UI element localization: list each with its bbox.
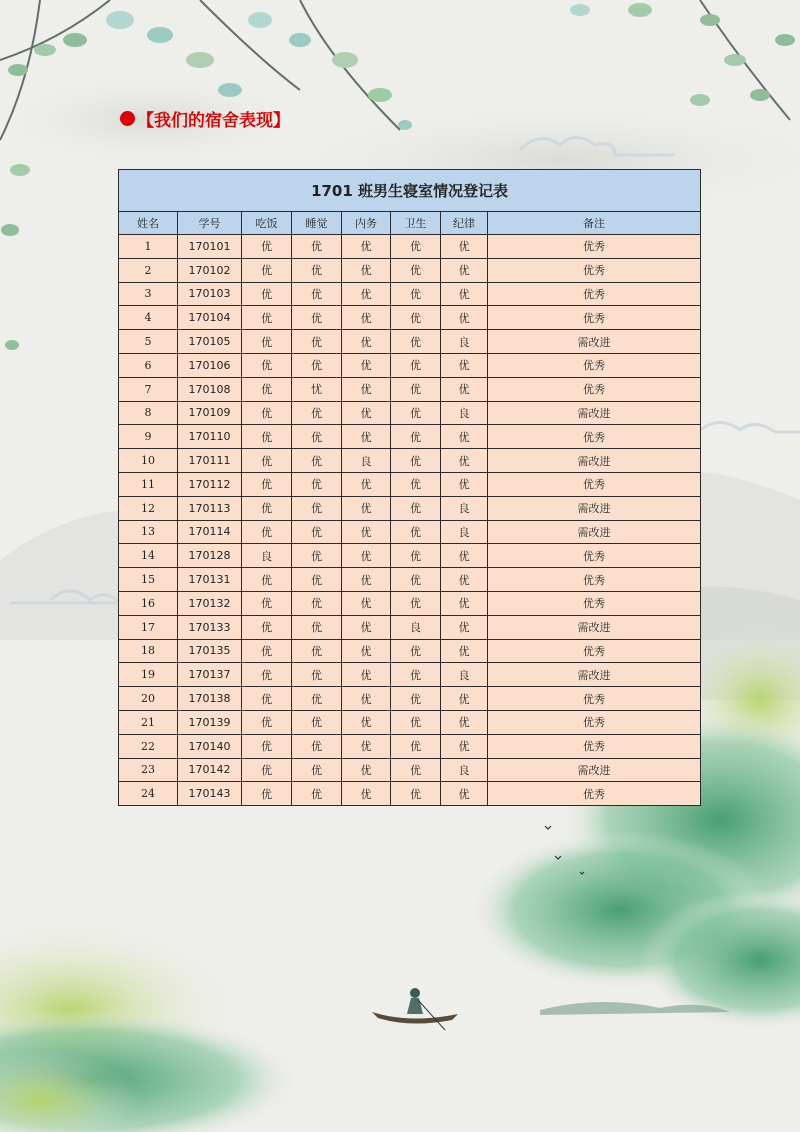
table-cell: 2 (119, 258, 178, 282)
table-cell: 优 (292, 235, 342, 259)
table-cell: 优 (391, 425, 441, 449)
table-cell: 优 (242, 568, 292, 592)
table-cell: 良 (441, 496, 488, 520)
column-header: 卫生 (391, 212, 441, 235)
table-cell: 优 (242, 258, 292, 282)
table-cell: 优 (342, 235, 391, 259)
table-cell: 优 (242, 472, 292, 496)
table-cell: 优 (441, 282, 488, 306)
table-cell: 优 (441, 306, 488, 330)
table-cell: 18 (119, 639, 178, 663)
section-heading-text: 【我们的宿舍表现】 (137, 111, 290, 131)
table-cell: 170132 (178, 591, 242, 615)
table-cell: 需改进 (488, 401, 701, 425)
table-cell: 优秀 (488, 425, 701, 449)
table-cell: 优 (342, 330, 391, 354)
table-cell: 13 (119, 520, 178, 544)
table-cell: 1 (119, 235, 178, 259)
table-cell: 170140 (178, 734, 242, 758)
table-cell: 优 (441, 639, 488, 663)
table-cell: 优秀 (488, 591, 701, 615)
table-cell: 优 (441, 782, 488, 806)
table-cell: 优 (441, 734, 488, 758)
column-header: 纪律 (441, 212, 488, 235)
table-cell: 优 (242, 377, 292, 401)
table-cell: 优秀 (488, 353, 701, 377)
table-cell: 优 (242, 758, 292, 782)
table-cell: 良 (441, 758, 488, 782)
table-cell: 8 (119, 401, 178, 425)
table-cell: 优 (391, 258, 441, 282)
table-cell: 优秀 (488, 306, 701, 330)
table-cell: 24 (119, 782, 178, 806)
table-cell: 优 (342, 782, 391, 806)
table-cell: 优 (391, 663, 441, 687)
table-cell: 优 (242, 591, 292, 615)
table-cell: 优 (391, 235, 441, 259)
table-cell: 良 (242, 544, 292, 568)
boat-icon (372, 988, 458, 1030)
table-header-row (119, 212, 701, 235)
table-cell: 优 (292, 687, 342, 711)
table-cell: 优秀 (488, 235, 701, 259)
table-row (119, 235, 701, 259)
table-row (119, 520, 701, 544)
table-cell: 170142 (178, 758, 242, 782)
table-cell: 优 (441, 591, 488, 615)
table-cell: 5 (119, 330, 178, 354)
section-heading (120, 106, 290, 131)
table-cell: 优秀 (488, 639, 701, 663)
table-cell: 良 (441, 401, 488, 425)
table-cell: 良 (441, 520, 488, 544)
table-cell: 优 (342, 734, 391, 758)
table-row (119, 663, 701, 687)
table-row (119, 377, 701, 401)
table-cell: 优 (391, 377, 441, 401)
table-cell: 优 (391, 306, 441, 330)
table-row (119, 568, 701, 592)
table-cell: 14 (119, 544, 178, 568)
table-cell: 170106 (178, 353, 242, 377)
table-row (119, 758, 701, 782)
dorm-record-table (118, 169, 701, 806)
column-header: 吃饭 (242, 212, 292, 235)
table-cell: 优 (342, 710, 391, 734)
table-cell: 16 (119, 591, 178, 615)
table-cell: 优 (342, 353, 391, 377)
table-cell: 优 (441, 568, 488, 592)
table-cell: 优 (342, 258, 391, 282)
table-cell: 170104 (178, 306, 242, 330)
table-cell: 优 (242, 235, 292, 259)
table-body (119, 235, 701, 806)
table-cell: 12 (119, 496, 178, 520)
table-cell: 优 (441, 353, 488, 377)
table-cell: 优 (292, 401, 342, 425)
table-cell: 优 (441, 615, 488, 639)
table-cell: 需改进 (488, 615, 701, 639)
table-cell: 优 (391, 639, 441, 663)
table-cell: 优 (342, 758, 391, 782)
table-cell: 优 (242, 282, 292, 306)
table-cell: 优 (342, 639, 391, 663)
table-cell: 优 (242, 663, 292, 687)
table-cell: 优 (292, 258, 342, 282)
table-cell: 11 (119, 472, 178, 496)
table-cell: 优 (441, 425, 488, 449)
table-cell: 良 (391, 615, 441, 639)
table-cell: 优 (292, 472, 342, 496)
table-cell: 优秀 (488, 710, 701, 734)
table-cell: 10 (119, 449, 178, 473)
table-cell: 优 (292, 782, 342, 806)
table-cell: 优 (342, 401, 391, 425)
table-cell: 170135 (178, 639, 242, 663)
table-cell: 优 (441, 544, 488, 568)
table-cell: 优 (391, 330, 441, 354)
table-cell: 优 (292, 615, 342, 639)
table-cell: 优 (242, 401, 292, 425)
table-cell: 优 (391, 710, 441, 734)
table-cell: 170102 (178, 258, 242, 282)
table-cell: 良 (441, 663, 488, 687)
table-cell: 170111 (178, 449, 242, 473)
table-cell: 优 (292, 544, 342, 568)
table-cell: 优 (292, 639, 342, 663)
table-cell: 优 (242, 306, 292, 330)
table-cell: 优秀 (488, 568, 701, 592)
table-row (119, 306, 701, 330)
table-row (119, 734, 701, 758)
table-cell: 170138 (178, 687, 242, 711)
table-cell: 优 (292, 353, 342, 377)
column-header: 姓名 (119, 212, 178, 235)
table-cell: 170101 (178, 235, 242, 259)
table-row (119, 544, 701, 568)
red-dot-icon (120, 111, 135, 126)
table-cell: 优秀 (488, 782, 701, 806)
table-cell: 22 (119, 734, 178, 758)
table-cell: 优 (391, 782, 441, 806)
table-cell: 170105 (178, 330, 242, 354)
table-cell: 优 (441, 377, 488, 401)
table-row (119, 639, 701, 663)
table-cell: 优 (242, 734, 292, 758)
table-row (119, 401, 701, 425)
table-cell: 170128 (178, 544, 242, 568)
table-cell: 170108 (178, 377, 242, 401)
table-cell: 优 (292, 306, 342, 330)
table-cell: 优 (342, 282, 391, 306)
table-cell: 优 (242, 496, 292, 520)
table-cell: 优 (391, 568, 441, 592)
table-cell: 6 (119, 353, 178, 377)
table-row (119, 425, 701, 449)
table-cell: 优秀 (488, 544, 701, 568)
table-row (119, 710, 701, 734)
table-cell: 优 (441, 258, 488, 282)
table-cell: 170112 (178, 472, 242, 496)
table-cell: 170114 (178, 520, 242, 544)
table-row (119, 282, 701, 306)
table-cell: 19 (119, 663, 178, 687)
table-cell: 优 (292, 568, 342, 592)
table-cell: 优 (292, 520, 342, 544)
table-cell: 优 (242, 687, 292, 711)
table-cell: 优 (292, 425, 342, 449)
table-row (119, 782, 701, 806)
table-cell: 优 (342, 425, 391, 449)
table-cell: 优 (292, 710, 342, 734)
dorm-record-table-container (118, 169, 700, 806)
table-cell: 优 (391, 401, 441, 425)
table-row (119, 615, 701, 639)
table-cell: 需改进 (488, 496, 701, 520)
table-cell: 优 (292, 734, 342, 758)
table-cell: 170133 (178, 615, 242, 639)
table-cell: 17 (119, 615, 178, 639)
table-cell: 优 (242, 353, 292, 377)
table-cell: 优秀 (488, 472, 701, 496)
table-cell: 优 (391, 472, 441, 496)
table-row (119, 496, 701, 520)
table-cell: 优 (342, 544, 391, 568)
table-row (119, 330, 701, 354)
table-cell: 优 (441, 235, 488, 259)
table-cell: 优秀 (488, 377, 701, 401)
table-cell: 3 (119, 282, 178, 306)
table-cell: 优 (342, 306, 391, 330)
table-cell: 优 (391, 734, 441, 758)
table-cell: 优 (292, 758, 342, 782)
table-cell: 优 (441, 472, 488, 496)
table-cell: 需改进 (488, 758, 701, 782)
table-row (119, 353, 701, 377)
table-cell: 优 (391, 282, 441, 306)
table-row (119, 591, 701, 615)
table-row (119, 449, 701, 473)
table-cell: 170143 (178, 782, 242, 806)
table-cell: 优 (441, 449, 488, 473)
table-cell: 优 (342, 568, 391, 592)
table-cell: 优 (391, 591, 441, 615)
table-cell: 需改进 (488, 663, 701, 687)
column-header: 学号 (178, 212, 242, 235)
table-cell: 优 (342, 377, 391, 401)
table-cell: 优 (342, 472, 391, 496)
table-cell: 优 (242, 710, 292, 734)
table-cell: 优 (292, 282, 342, 306)
table-cell: 20 (119, 687, 178, 711)
table-cell: 优 (292, 330, 342, 354)
table-cell: 170109 (178, 401, 242, 425)
table-cell: 优 (342, 591, 391, 615)
table-cell: 优 (391, 353, 441, 377)
table-cell: 优 (242, 330, 292, 354)
table-cell: 需改进 (488, 330, 701, 354)
table-cell: 优 (242, 449, 292, 473)
table-cell: 优 (391, 520, 441, 544)
table-cell: 优秀 (488, 734, 701, 758)
table-cell: 优 (391, 687, 441, 711)
table-cell: 优 (292, 591, 342, 615)
table-row (119, 687, 701, 711)
table-cell: 170137 (178, 663, 242, 687)
table-cell: 优 (391, 449, 441, 473)
table-cell: 170139 (178, 710, 242, 734)
table-cell: 需改进 (488, 449, 701, 473)
table-cell: 优 (242, 782, 292, 806)
table-cell: 23 (119, 758, 178, 782)
table-cell: 优 (441, 687, 488, 711)
column-header: 睡觉 (292, 212, 342, 235)
table-cell: 优 (292, 449, 342, 473)
table-cell: 优 (391, 758, 441, 782)
table-title: 1701 班男生寝室情况登记表 (119, 170, 701, 212)
table-cell: 良 (342, 449, 391, 473)
table-cell: 15 (119, 568, 178, 592)
table-cell: 优秀 (488, 687, 701, 711)
table-cell: 优 (242, 639, 292, 663)
table-cell: 优秀 (488, 258, 701, 282)
table-cell: 优 (391, 496, 441, 520)
table-row (119, 472, 701, 496)
table-cell: 优 (342, 615, 391, 639)
table-cell: 优 (292, 496, 342, 520)
table-cell: 170103 (178, 282, 242, 306)
table-cell: 优秀 (488, 282, 701, 306)
table-cell: 优 (391, 544, 441, 568)
table-cell: 优 (342, 663, 391, 687)
table-row (119, 258, 701, 282)
table-cell: 优 (292, 663, 342, 687)
table-cell: 优 (242, 425, 292, 449)
table-cell: 21 (119, 710, 178, 734)
table-cell: 优 (242, 520, 292, 544)
table-cell: 忧 (292, 377, 342, 401)
table-cell: 需改进 (488, 520, 701, 544)
table-cell: 优 (342, 496, 391, 520)
table-cell: 7 (119, 377, 178, 401)
table-cell: 优 (242, 615, 292, 639)
table-cell: 优 (342, 520, 391, 544)
table-cell: 9 (119, 425, 178, 449)
table-cell: 优 (441, 710, 488, 734)
table-cell: 170131 (178, 568, 242, 592)
table-cell: 优 (342, 687, 391, 711)
column-header: 内务 (342, 212, 391, 235)
column-header: 备注 (488, 212, 701, 235)
table-cell: 良 (441, 330, 488, 354)
table-cell: 170110 (178, 425, 242, 449)
table-cell: 4 (119, 306, 178, 330)
table-cell: 170113 (178, 496, 242, 520)
